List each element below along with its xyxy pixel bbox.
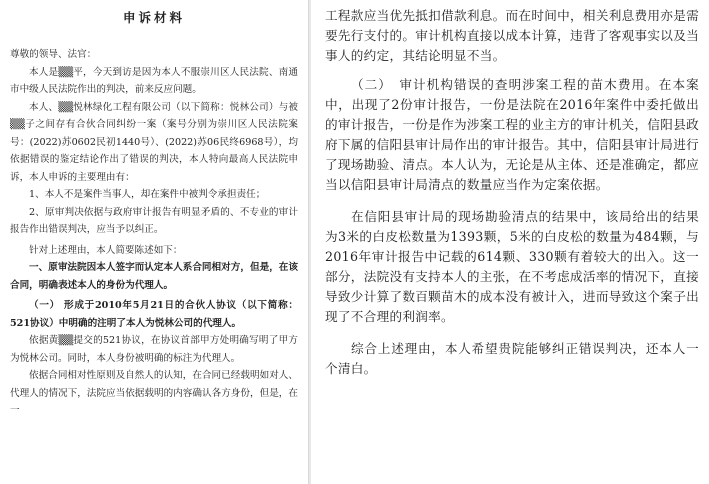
right-paragraph: （二） 审计机构错误的查明涉案工程的苗木费用。在本案中，出现了2份审计报告，一份是法院在2016年案件中委托做出的审计报告，一份是作为涉案工程的业主方的审计机关，信阳县政府下属的信阳县审计局作出的审计报告。其中，信阳县审计局进行了现场勘验、清点。本人认为，无论是从主体、还是准确定，都应当以信阳县审计局清点的数量应当作为定案依据。: [325, 77, 699, 192]
left-paragraph: 本人、▒▒悦林绿化工程有限公司（以下简称：悦林公司）与被▒▒子之间存有合伙合同纠纷一案（案号分别为崇川区人民法院案号：(2022)苏0602民初1440号）、(2022)苏06民终6968号），均依据错误的鉴定结论作出了错误的判决，本人特向最高人民法院申诉，本人申诉的主要理由有：: [10, 101, 298, 183]
left-paragraph: 2、原审判决依据与政府审计报告有明显矛盾的、不专业的审计报告作出错误判决，应当予以纠正。: [10, 206, 298, 235]
left-paragraph: 1、本人不是案件当事人，却在案件中被判令承担责任；: [29, 189, 266, 200]
document-title: 申诉材料: [122, 10, 185, 25]
left-paragraph: 依据黄▒▒提交的521协议，在协议首部甲方处明确写明了甲方为悦林公司。同时，本人身份被明确的标注为代理人。: [10, 335, 298, 364]
right-paragraph: 综合上述理由，本人希望贵院能够纠正错误判决，还本人一个清白。: [325, 341, 699, 376]
right-paragraph: 在信阳县审计局的现场勘验清点的结果中，该局给出的结果为3米的白皮松数量为1393颗，5米的白皮松的数量为484颗，与2016年审计报告中记载的614颗、330颗有着较大的出入。这一部分，法院没有支持本人的主张，在不考虑成活率的情况下，直接导致少计算了数百颗苗木的成本没有被计入，进而导致这个案子出现了不合理的利润率。: [325, 209, 699, 324]
section-heading: 一、原审法院因本人签字而认定本人系合同相对方，但是，在该合同，明确表述本人的身份为代理人。: [10, 262, 298, 291]
left-paragraph: 针对上述理由，本人简要陈述如下：: [29, 244, 183, 256]
subsection-heading: （一） 形成于2010年5月21日的合伙人协议（以下简称：521协议）中明确的注明了本人为悦林公司的代理人。: [10, 300, 298, 329]
left-paragraph: 依据合同相对性原则及自然人的认知，在合同已经载明如对人、代理人的情况下，法院应当依据载明的内容确认各方身份，但是，在一: [10, 370, 298, 416]
right-paragraph: 工程款应当优先抵扣借款利息。而在时间中，相关利息费用亦是需要先行支付的。审计机构直接以成本计算，违背了客观事实以及当事人的约定，其结论明显不当。: [325, 8, 699, 63]
left-paragraph: 本人是▒▒平，今天到访是因为本人不服崇川区人民法院、南通市中级人民法院作出的判决，前来反应问题。: [10, 66, 298, 95]
right-page: [311, 0, 709, 484]
salutation: 尊敬的领导、法官：: [10, 49, 97, 60]
left-page: [0, 0, 309, 484]
